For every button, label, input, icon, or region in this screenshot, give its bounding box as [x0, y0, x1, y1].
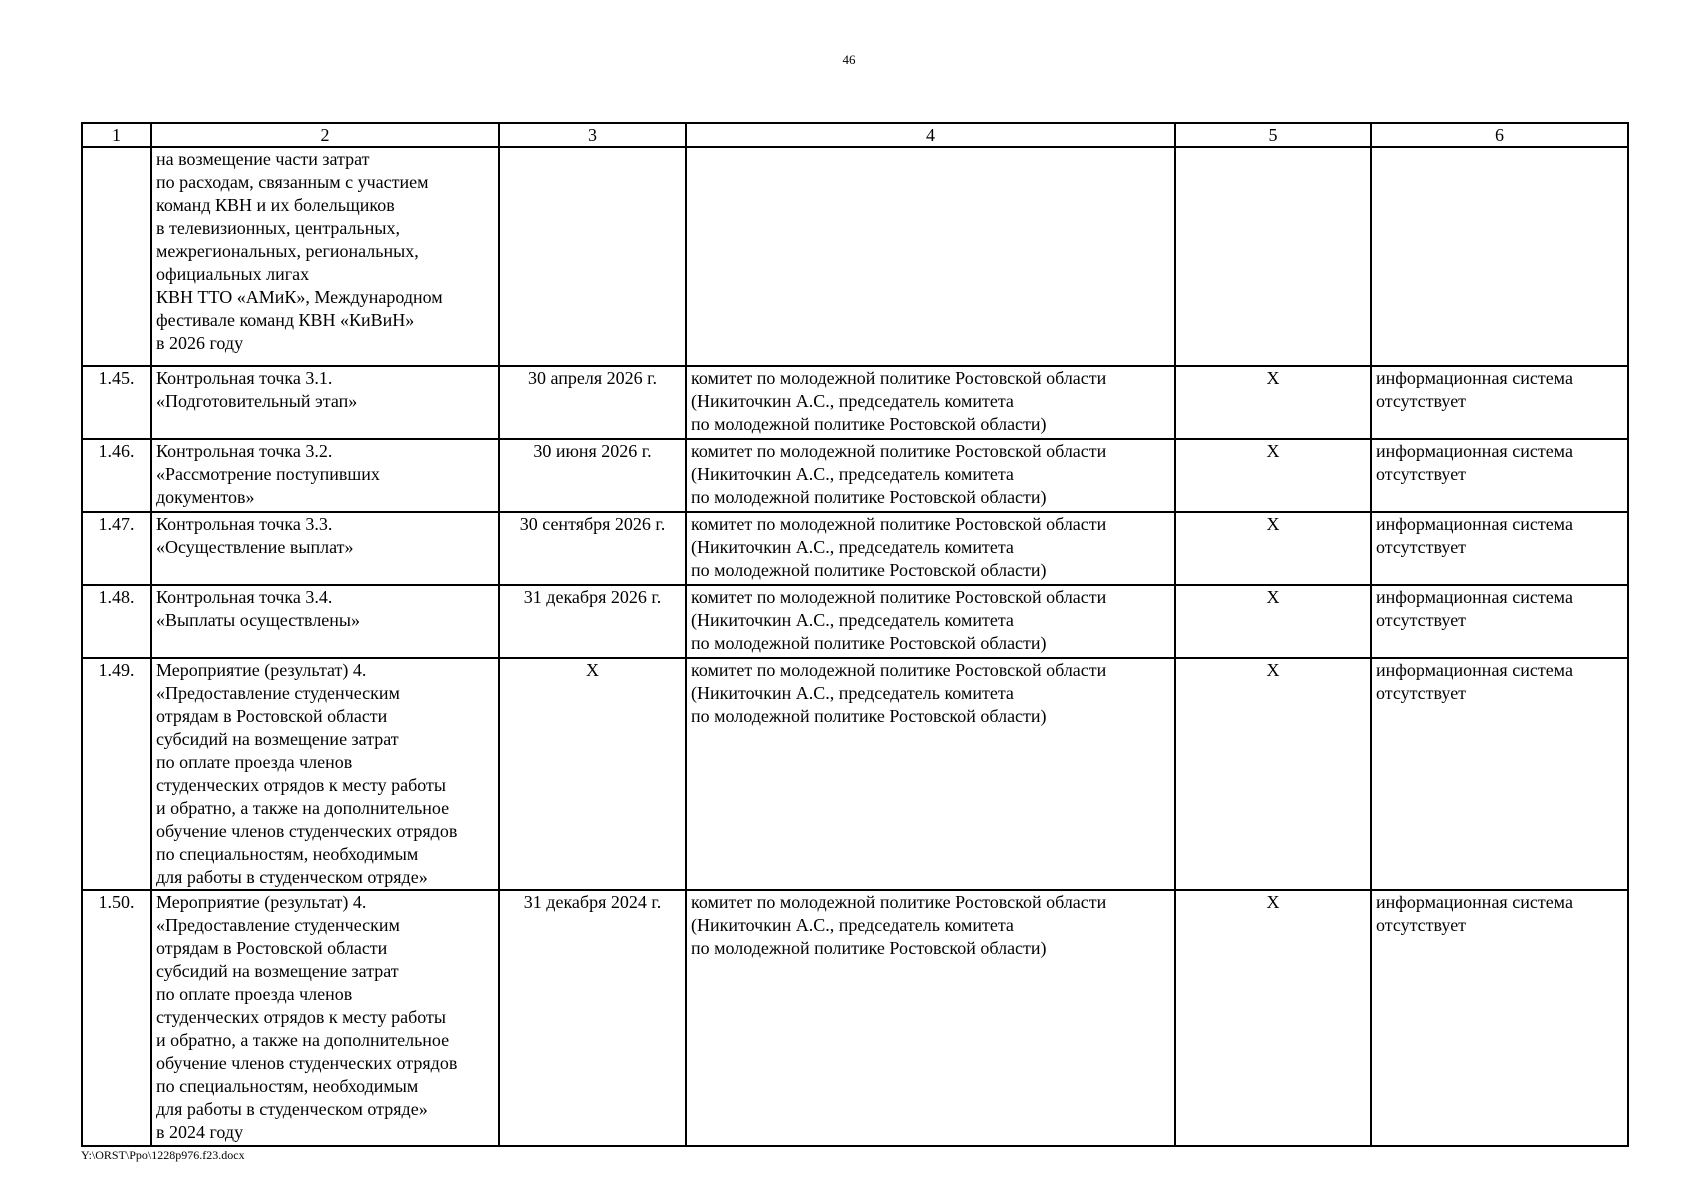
information-system: информационная система отсутствует [1371, 366, 1628, 439]
column-5-value: Х [1175, 890, 1371, 1146]
column-5-value: Х [1175, 658, 1371, 890]
activity-name: Контрольная точка 3.4. «Выплаты осуществлены» [151, 585, 499, 658]
responsible-party: комитет по молодежной политике Ростовской области (Никиточкин А.С., председатель комитета по молодежной политике Ростовской области) [686, 585, 1175, 658]
column-header: 4 [686, 123, 1175, 147]
column-header: 6 [1371, 123, 1628, 147]
row-number: 1.49. [82, 658, 151, 890]
responsible-party: комитет по молодежной политике Ростовской области (Никиточкин А.С., председатель комитета по молодежной политике Ростовской области) [686, 366, 1175, 439]
information-system: информационная система отсутствует [1371, 439, 1628, 512]
deadline-date: 31 декабря 2026 г. [499, 585, 686, 658]
responsible-party: комитет по молодежной политике Ростовской области (Никиточкин А.С., председатель комитета по молодежной политике Ростовской области) [686, 890, 1175, 1146]
deadline-date [499, 147, 686, 366]
information-system: информационная система отсутствует [1371, 890, 1628, 1146]
table-row [82, 890, 1628, 1146]
file-path-footer: Y:\ORST\Ppo\1228p976.f23.docx [81, 1148, 245, 1162]
table-row [82, 585, 1628, 658]
row-number: 1.48. [82, 585, 151, 658]
column-header: 2 [151, 123, 499, 147]
column-5-value: Х [1175, 439, 1371, 512]
responsible-party: комитет по молодежной политике Ростовской области (Никиточкин А.С., председатель комитета по молодежной политике Ростовской области) [686, 658, 1175, 890]
table-row [82, 658, 1628, 890]
plan-table [81, 122, 1629, 1147]
table-row [82, 366, 1628, 439]
activity-name: Мероприятие (результат) 4. «Предоставление студенческим отрядам в Ростовской области субсидий на возмещение затрат по оплате проезда членов студенческих отрядов к месту работы и обратно, а также на дополнительное обучение членов студенческих отрядов по специальностям, необходимым для работы в студенческом отряде» в 2024 году [151, 890, 499, 1146]
column-5-value: Х [1175, 585, 1371, 658]
page-number: 46 [842, 52, 856, 67]
deadline-date: 31 декабря 2024 г. [499, 890, 686, 1146]
deadline-date: 30 апреля 2026 г. [499, 366, 686, 439]
information-system [1371, 147, 1628, 366]
column-header: 3 [499, 123, 686, 147]
information-system: информационная система отсутствует [1371, 585, 1628, 658]
row-number: 1.46. [82, 439, 151, 512]
table-row [82, 512, 1628, 585]
row-number [82, 147, 151, 366]
activity-name: Контрольная точка 3.2. «Рассмотрение поступивших документов» [151, 439, 499, 512]
row-number: 1.47. [82, 512, 151, 585]
row-number: 1.45. [82, 366, 151, 439]
table-row [82, 147, 1628, 366]
column-header: 5 [1175, 123, 1371, 147]
column-5-value [1175, 147, 1371, 366]
information-system: информационная система отсутствует [1371, 512, 1628, 585]
column-5-value: Х [1175, 366, 1371, 439]
activity-name: Контрольная точка 3.3. «Осуществление выплат» [151, 512, 499, 585]
activity-name: на возмещение части затрат по расходам, связанным с участием команд КВН и их болельщиков в телевизионных, центральных, межрегиональных, региональных, официальных лигах КВН ТТО «АМиК», Международном фестивале команд КВН «КиВиН» в 2026 году [151, 147, 499, 366]
activity-name: Контрольная точка 3.1. «Подготовительный этап» [151, 366, 499, 439]
responsible-party [686, 147, 1175, 366]
responsible-party: комитет по молодежной политике Ростовской области (Никиточкин А.С., председатель комитета по молодежной политике Ростовской области) [686, 512, 1175, 585]
information-system: информационная система отсутствует [1371, 658, 1628, 890]
table-header-row [82, 123, 1628, 147]
responsible-party: комитет по молодежной политике Ростовской области (Никиточкин А.С., председатель комитета по молодежной политике Ростовской области) [686, 439, 1175, 512]
column-5-value: Х [1175, 512, 1371, 585]
row-number: 1.50. [82, 890, 151, 1146]
column-header: 1 [82, 123, 151, 147]
table-row [82, 439, 1628, 512]
deadline-date: 30 сентября 2026 г. [499, 512, 686, 585]
activity-name: Мероприятие (результат) 4. «Предоставление студенческим отрядам в Ростовской области субсидий на возмещение затрат по оплате проезда членов студенческих отрядов к месту работы и обратно, а также на дополнительное обучение членов студенческих отрядов по специальностям, необходимым для работы в студенческом отряде» [151, 658, 499, 890]
deadline-date: 30 июня 2026 г. [499, 439, 686, 512]
deadline-date: Х [499, 658, 686, 890]
